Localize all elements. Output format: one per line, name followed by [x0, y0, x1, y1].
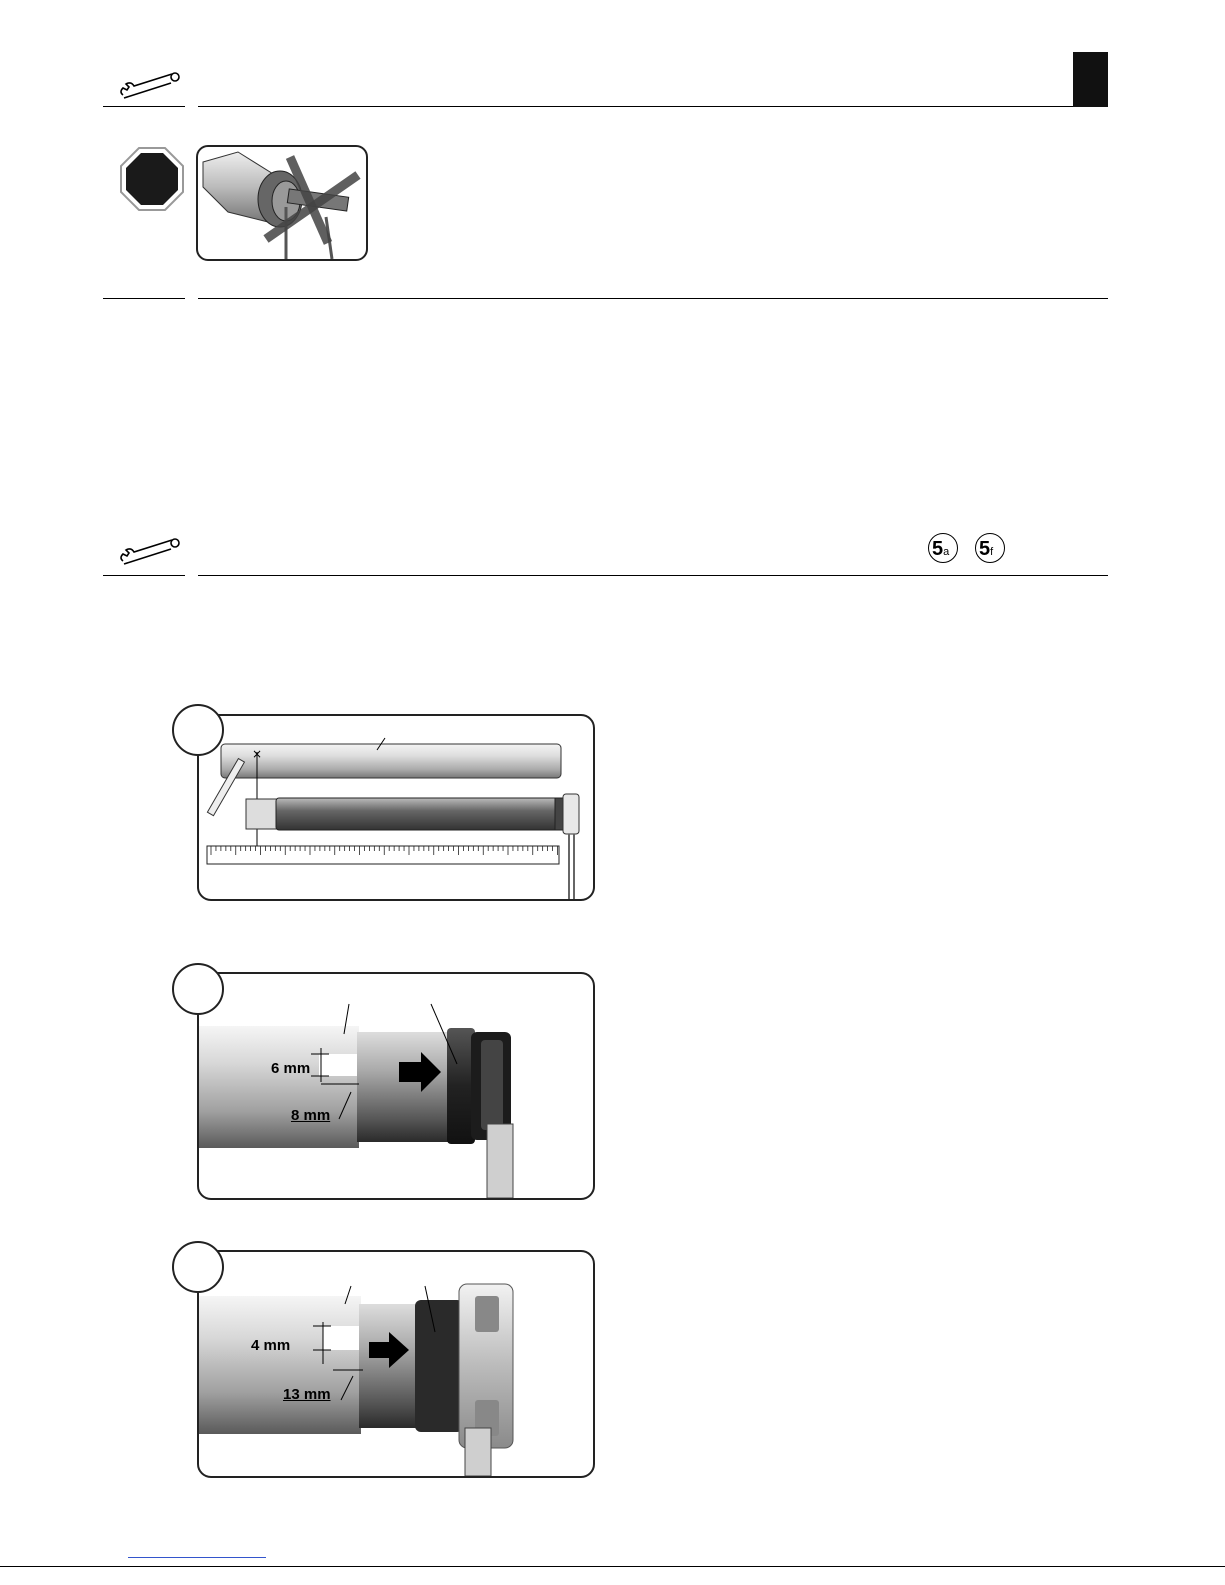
crossed-screwdriver-illustration [198, 147, 366, 259]
footer-link-underline[interactable] [128, 1557, 266, 1558]
notch-width-label: 13 mm [283, 1386, 331, 1403]
reference-badge-5f: 5f [975, 533, 1005, 563]
section-header [0, 520, 1225, 580]
section-rule-left [103, 575, 185, 576]
figure-step-1 [197, 714, 595, 901]
notch-width-label: 8 mm [291, 1107, 331, 1124]
reference-badge-5a: 5a [928, 533, 958, 563]
warning-block [0, 120, 1225, 305]
figure-step-3 [197, 1250, 595, 1478]
header-rule-left [103, 106, 185, 107]
notch-height-label: 4 mm [251, 1337, 291, 1354]
step-2-badge [172, 963, 224, 1015]
stop-sign-icon [119, 146, 185, 212]
wrench-icon [115, 68, 185, 108]
wrench-icon [115, 534, 185, 574]
tube-notch-large-head-illustration [199, 1252, 593, 1476]
warning-rule [198, 298, 1108, 299]
notch-height-label: 6 mm [271, 1060, 311, 1077]
figure-step-2 [197, 972, 595, 1200]
warning-rule-left [103, 298, 185, 299]
svg-text:×: × [252, 747, 263, 761]
warning-illustration [196, 145, 368, 261]
step-1-badge [172, 704, 224, 756]
tube-measuring-illustration [199, 716, 593, 899]
section-tab-marker [1073, 52, 1108, 107]
footer-rule [0, 1566, 1225, 1567]
section-rule [198, 575, 1108, 576]
header [0, 0, 1225, 110]
tube-notch-illustration [199, 974, 593, 1198]
header-rule [198, 106, 1108, 107]
step-3-badge [172, 1241, 224, 1293]
